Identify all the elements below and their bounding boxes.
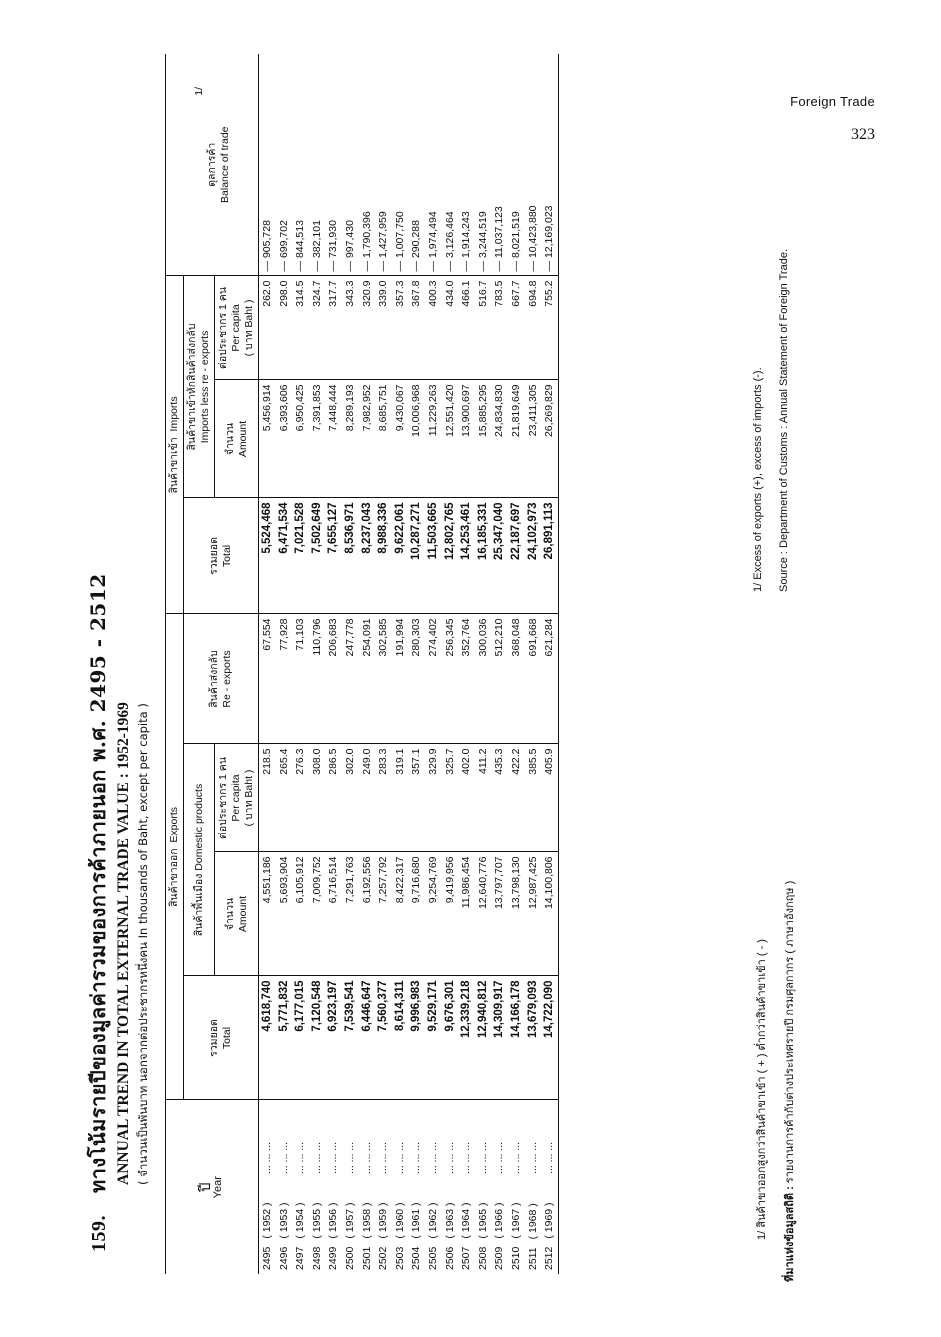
domestic-amount-cell: 6,192,556 [359, 852, 376, 976]
year-be: 2511 [526, 1247, 539, 1270]
year-be: 2498 [310, 1246, 323, 1270]
reexports-cell: 191,994 [392, 614, 409, 744]
balance-cell: — 1,914,243 [460, 211, 473, 272]
imports-amount-cell: 7,448,444 [325, 380, 342, 498]
imports-amount-cell: 7,391,853 [309, 380, 326, 498]
col-imports-less-th: สินค้าขาเข้าหักสินค้าส่งกลับ [186, 323, 198, 451]
domestic-percap-cell: 405.9 [541, 744, 558, 852]
dots-cell: ... ... ... [491, 1100, 508, 1178]
balance-cell: — 10,423,880 [526, 205, 539, 272]
year-cell [259, 1178, 276, 1274]
page-number: 323 [851, 126, 875, 143]
balance-cell: — 699,702 [277, 220, 290, 272]
domestic-amount-cell: 9,254,769 [425, 852, 442, 976]
domestic-percap-cell: 276.3 [292, 744, 309, 852]
year-ad: ( 1955 ) [310, 1202, 323, 1239]
year-ad: ( 1957 ) [343, 1202, 356, 1239]
col-exports-total-en: Total [221, 1026, 233, 1050]
year-ad: ( 1954 ) [294, 1202, 307, 1239]
imports-total-cell: 7,502,649 [309, 498, 326, 614]
imports-total-cell: 8,536,971 [342, 498, 359, 614]
balance-cell: — 1,974,494 [426, 211, 439, 272]
year-be: 2500 [343, 1246, 356, 1270]
col-domestic-percap-th: ต่อประชากร 1 คน [217, 757, 229, 839]
col-domestic-th: สินค้าพื้นเมือง [192, 873, 205, 937]
imports-total-cell: 26,891,113 [541, 498, 558, 614]
reexports-cell: 280,303 [408, 614, 425, 744]
col-imports [166, 276, 184, 614]
imports-percap-cell: 324.7 [309, 276, 326, 380]
col-imports-amount-th: จำนวน [223, 422, 236, 456]
table-row [259, 54, 276, 1274]
balance-cell: — 905,728 [261, 220, 273, 272]
domestic-percap-cell: 218.5 [259, 744, 276, 852]
imports-percap-cell: 516.7 [475, 276, 492, 380]
domestic-amount-cell: 12,640,776 [475, 852, 492, 976]
exports-total-cell: 14,309,917 [491, 976, 508, 1100]
title-thai-text: ทางโน้มรายปีของมูลค่ารวมของการค้าภายนอก พ.ศ. 2495 - 2512 [86, 573, 110, 1193]
col-domestic-percap [215, 744, 259, 852]
year-be: 2508 [476, 1246, 489, 1270]
domestic-percap-cell: 402.0 [458, 744, 475, 852]
balance-cell: — 1,790,396 [360, 211, 373, 272]
imports-amount-cell: 13,900,697 [458, 380, 475, 498]
reexports-cell: 368,048 [508, 614, 525, 744]
balance-cell: — 290,288 [410, 220, 423, 272]
table-row [292, 54, 309, 1274]
trade-table [165, 54, 559, 1274]
table-row [525, 54, 542, 1274]
imports-percap-cell: 400.3 [425, 276, 442, 380]
domestic-percap-cell: 435.3 [491, 744, 508, 852]
dots-cell: ... ... ... [475, 1100, 492, 1178]
table-row [359, 54, 376, 1274]
domestic-percap-cell: 329.9 [425, 744, 442, 852]
dots-cell: ... ... ... [541, 1100, 558, 1178]
table-row [491, 54, 508, 1274]
exports-total-cell: 6,923,197 [325, 976, 342, 1100]
reexports-cell: 206,683 [325, 614, 342, 744]
domestic-percap-cell: 325.7 [442, 744, 459, 852]
imports-percap-cell: 367.8 [408, 276, 425, 380]
table-row [475, 54, 492, 1274]
imports-percap-cell: 339.0 [375, 276, 392, 380]
balance-cell: — 1,007,750 [393, 211, 406, 272]
year-cell [309, 1178, 326, 1274]
imports-amount-cell: 6,393,606 [276, 380, 293, 498]
year-cell [292, 1178, 309, 1274]
col-domestic-en: Domestic products [192, 783, 205, 871]
table-row [392, 54, 409, 1274]
col-domestic-amount-en: Amount [236, 895, 249, 933]
domestic-percap-cell: 283.3 [375, 744, 392, 852]
year-cell [475, 1178, 492, 1274]
dots-cell: ... ... ... [458, 1100, 475, 1178]
col-balance-th: ดุลการค้า [205, 142, 218, 187]
year-ad: ( 1966 ) [493, 1202, 506, 1239]
table-unit-note: ( จำนวนเป็นพันบาท นอกจากต่อประชากรหนึ่งคน In thousands of Baht, except per capita ) [136, 703, 150, 1185]
exports-total-cell: 7,120,548 [309, 976, 326, 1100]
source-thai [780, 881, 798, 1282]
col-imports-percap [215, 276, 259, 380]
rotated-table-sheet [80, 40, 820, 1300]
year-cell [425, 1178, 442, 1274]
year-ad: ( 1963 ) [443, 1202, 456, 1239]
imports-amount-cell: 21,819,649 [508, 380, 525, 498]
dots-cell: ... ... ... [375, 1100, 392, 1178]
imports-total-cell: 7,021,528 [292, 498, 309, 614]
year-be: 2499 [327, 1246, 340, 1270]
domestic-amount-cell: 13,797,707 [491, 852, 508, 976]
dots-cell: ... ... ... [392, 1100, 409, 1178]
imports-total-cell: 14,253,461 [458, 498, 475, 614]
imports-amount-cell: 8,289,193 [342, 380, 359, 498]
imports-amount-cell: 26,269,829 [541, 380, 558, 498]
exports-total-cell: 9,676,301 [442, 976, 459, 1100]
imports-total-cell: 10,287,271 [408, 498, 425, 614]
imports-amount-cell: 6,950,425 [292, 380, 309, 498]
reexports-cell: 247,778 [342, 614, 359, 744]
col-balance-en: Balance of trade [218, 126, 231, 203]
year-cell [491, 1178, 508, 1274]
year-be: 2497 [294, 1246, 307, 1270]
domestic-percap-cell: 286.5 [325, 744, 342, 852]
exports-total-cell: 9,529,171 [425, 976, 442, 1100]
col-exports-total-th: รวมยอด [208, 1019, 220, 1057]
table-row [508, 54, 525, 1274]
exports-total-cell: 12,339,218 [458, 976, 475, 1100]
domestic-amount-cell: 7,257,792 [375, 852, 392, 976]
balance-cell: — 11,037,123 [493, 206, 506, 272]
dots-cell: ... ... ... [259, 1100, 276, 1178]
domestic-amount-cell: 9,716,680 [408, 852, 425, 976]
col-imports-percap-unit: ( บาท Baht ) [243, 299, 255, 357]
reexports-cell: 691,668 [525, 614, 542, 744]
col-reexports-en: Re - exports [221, 650, 233, 708]
reexports-cell: 352,764 [458, 614, 475, 744]
year-ad: ( 1956 ) [327, 1202, 340, 1239]
domestic-amount-cell: 6,105,912 [292, 852, 309, 976]
domestic-amount-cell: 13,798,130 [508, 852, 525, 976]
imports-percap-cell: 466.1 [458, 276, 475, 380]
table-row [425, 54, 442, 1274]
year-cell [458, 1178, 475, 1274]
domestic-amount-cell: 4,551,186 [259, 852, 276, 976]
footnote-english: 1/ Excess of exports (+), excess of imports (-). [752, 367, 764, 592]
imports-total-cell: 22,187,697 [508, 498, 525, 614]
col-reexports-th: สินค้าส่งกลับ [208, 650, 220, 708]
imports-percap-cell: 357.3 [392, 276, 409, 380]
table-row [325, 54, 342, 1274]
exports-total-cell: 13,679,093 [525, 976, 542, 1100]
reexports-cell: 71,103 [292, 614, 309, 744]
domestic-percap-cell: 249.0 [359, 744, 376, 852]
balance-cell: — 382,101 [310, 220, 323, 272]
col-imports-percap-en: Per capita [230, 304, 242, 352]
reexports-cell: 67,554 [259, 614, 276, 744]
domestic-amount-cell: 12,987,425 [525, 852, 542, 976]
balance-cell: — 844,513 [294, 220, 307, 272]
year-ad: ( 1953 ) [277, 1202, 290, 1239]
dots-cell: ... ... ... [408, 1100, 425, 1178]
exports-total-cell: 12,940,812 [475, 976, 492, 1100]
balance-footnote-mark: 1/ [192, 86, 205, 96]
imports-amount-cell: 23,411,305 [525, 380, 542, 498]
imports-percap-cell: 298.0 [276, 276, 293, 380]
balance-cell: — 997,430 [343, 220, 356, 272]
table-row [541, 54, 558, 1274]
year-ad: ( 1959 ) [377, 1202, 390, 1239]
imports-amount-cell: 12,551,420 [442, 380, 459, 498]
table-body [259, 54, 559, 1274]
reexports-cell: 256,345 [442, 614, 459, 744]
imports-total-cell: 6,471,534 [276, 498, 293, 614]
year-ad: ( 1968 ) [526, 1203, 539, 1240]
imports-amount-cell: 15,885,295 [475, 380, 492, 498]
domestic-percap-cell: 411.2 [475, 744, 492, 852]
imports-total-cell: 24,102,973 [525, 498, 542, 614]
domestic-amount-cell: 8,422,317 [392, 852, 409, 976]
col-exports-total [184, 976, 259, 1100]
balance-cell: — 731,930 [327, 220, 340, 272]
year-cell [342, 1178, 359, 1274]
col-imports-less-en: Imports less re - exports [199, 330, 211, 444]
exports-total-cell: 4,618,740 [259, 976, 276, 1100]
imports-total-cell: 25,347,040 [491, 498, 508, 614]
col-domestic [184, 744, 215, 976]
dots-cell: ... ... ... [325, 1100, 342, 1178]
year-ad: ( 1960 ) [393, 1202, 406, 1239]
footnote-thai: 1/ สินค้าขาออกสูงกว่าสินค้าขาเข้า ( + ) ต่ำกว่าสินค้าขาเข้า ( - ) [756, 939, 768, 1240]
imports-amount-cell: 9,430,067 [392, 380, 409, 498]
imports-percap-cell: 317.7 [325, 276, 342, 380]
col-imports-total-en: Total [221, 544, 233, 568]
col-domestic-amount-th: จำนวน [223, 897, 236, 931]
imports-amount-cell: 5,456,914 [259, 380, 276, 498]
year-be: 2507 [460, 1246, 473, 1270]
col-domestic-percap-en: Per capita [230, 774, 242, 822]
year-ad: ( 1967 ) [509, 1202, 522, 1239]
year-cell [525, 1178, 542, 1274]
year-ad: ( 1952 ) [261, 1202, 273, 1239]
table-title-english: ANNUAL TREND IN TOTAL EXTERNAL TRADE VALUE : 1952-1969 [115, 702, 132, 1185]
exports-total-cell: 7,539,541 [342, 976, 359, 1100]
table-row [276, 54, 293, 1274]
balance-cell: — 1,427,959 [377, 211, 390, 272]
domestic-amount-cell: 7,009,752 [309, 852, 326, 976]
year-cell [359, 1178, 376, 1274]
balance-cell: — 3,126,464 [443, 211, 456, 272]
table-title-thai [82, 72, 114, 1252]
domestic-percap-cell: 319.1 [392, 744, 409, 852]
imports-percap-cell: 694.8 [525, 276, 542, 380]
year-be: 2512 [543, 1246, 556, 1270]
imports-percap-cell: 755.2 [541, 276, 558, 380]
col-exports [166, 614, 184, 1100]
imports-percap-cell: 434.0 [442, 276, 459, 380]
col-imports-th: สินค้าขาเข้า [168, 437, 180, 494]
year-cell [325, 1178, 342, 1274]
reexports-cell: 274,402 [425, 614, 442, 744]
col-year [166, 1100, 259, 1274]
dots-cell: ... ... ... [359, 1100, 376, 1178]
imports-percap-cell: 320.9 [359, 276, 376, 380]
reexports-cell: 77,928 [276, 614, 293, 744]
domestic-percap-cell: 265.4 [276, 744, 293, 852]
table-number: 159. [88, 1215, 110, 1252]
table-row [309, 54, 326, 1274]
year-be: 2510 [509, 1246, 522, 1270]
imports-amount-cell: 10,006,968 [408, 380, 425, 498]
dots-cell: ... ... ... [525, 1100, 542, 1178]
year-be: 2502 [377, 1246, 390, 1270]
dots-cell: ... ... ... [442, 1100, 459, 1178]
year-ad: ( 1958 ) [360, 1202, 373, 1239]
dots-cell: ... ... ... [309, 1100, 326, 1178]
imports-amount-cell: 8,685,751 [375, 380, 392, 498]
year-cell [375, 1178, 392, 1274]
exports-total-cell: 5,771,832 [276, 976, 293, 1100]
year-cell [508, 1178, 525, 1274]
imports-total-cell: 11,503,665 [425, 498, 442, 614]
reexports-cell: 300,036 [475, 614, 492, 744]
imports-total-cell: 8,988,336 [375, 498, 392, 614]
year-be: 2505 [426, 1246, 439, 1270]
reexports-cell: 254,091 [359, 614, 376, 744]
col-imports-amount [215, 380, 259, 498]
year-cell [276, 1178, 293, 1274]
table-row [408, 54, 425, 1274]
table-title-block [82, 72, 153, 1252]
year-ad: ( 1964 ) [460, 1202, 473, 1239]
dots-cell: ... ... ... [276, 1100, 293, 1178]
header-row-1 [166, 54, 184, 1274]
source-english: Source : Department of Customs : Annual Statement of Foreign Trade. [778, 248, 790, 592]
imports-percap-cell: 343.3 [342, 276, 359, 380]
col-imports-amount-en: Amount [236, 420, 249, 458]
year-ad: ( 1962 ) [426, 1202, 439, 1239]
imports-percap-cell: 783.5 [491, 276, 508, 380]
domestic-percap-cell: 357.1 [408, 744, 425, 852]
year-be: 2506 [443, 1246, 456, 1270]
exports-total-cell: 6,446,647 [359, 976, 376, 1100]
imports-percap-cell: 314.5 [292, 276, 309, 380]
col-domestic-amount [215, 852, 259, 976]
dots-cell: ... ... ... [342, 1100, 359, 1178]
year-be: 2503 [393, 1246, 406, 1270]
col-imports-total [184, 498, 259, 614]
table-row [442, 54, 459, 1274]
col-balance [166, 54, 259, 276]
col-year-th: ปี [197, 1182, 214, 1193]
col-imports-percap-th: ต่อประชากร 1 คน [217, 286, 229, 369]
table-row [342, 54, 359, 1274]
col-domestic-percap-unit: ( บาท Baht ) [243, 769, 255, 827]
year-ad: ( 1961 ) [410, 1202, 423, 1239]
col-imports-less [184, 276, 215, 498]
year-be: 2495 [261, 1246, 273, 1270]
col-imports-en: Imports [168, 396, 180, 432]
exports-total-cell: 8,614,311 [392, 976, 409, 1100]
table-row [375, 54, 392, 1274]
domestic-percap-cell: 302.0 [342, 744, 359, 852]
reexports-cell: 621,284 [541, 614, 558, 744]
balance-cell: — 8,021,519 [509, 211, 522, 272]
col-reexports [184, 614, 259, 744]
year-be: 2504 [410, 1246, 423, 1270]
year-cell [392, 1178, 409, 1274]
domestic-amount-cell: 9,419,956 [442, 852, 459, 976]
dots-cell: ... ... ... [425, 1100, 442, 1178]
col-exports-en: Exports [168, 806, 180, 843]
year-cell [442, 1178, 459, 1274]
imports-total-cell: 12,802,765 [442, 498, 459, 614]
domestic-amount-cell: 14,100,806 [541, 852, 558, 976]
dots-cell: ... ... ... [508, 1100, 525, 1178]
year-ad: ( 1965 ) [476, 1202, 489, 1239]
imports-total-cell: 16,185,331 [475, 498, 492, 614]
year-ad: ( 1969 ) [543, 1202, 556, 1239]
running-header: Foreign Trade [790, 94, 875, 109]
imports-total-cell: 9,622,061 [392, 498, 409, 614]
year-cell [541, 1178, 558, 1274]
imports-total-cell: 8,237,043 [359, 498, 376, 614]
source-thai-text: รายงานการค้ากับต่างประเทศรายปี กรมศุลกากร ( ภาษาอังกฤษ ) [784, 880, 796, 1184]
exports-total-cell: 6,177,015 [292, 976, 309, 1100]
exports-total-cell: 14,166,178 [508, 976, 525, 1100]
domestic-percap-cell: 385.5 [525, 744, 542, 852]
reexports-cell: 512,210 [491, 614, 508, 744]
exports-total-cell: 9,996,983 [408, 976, 425, 1100]
col-exports-th: สินค้าขาออก [168, 848, 180, 907]
domestic-amount-cell: 6,716,514 [325, 852, 342, 976]
imports-amount-cell: 11,229,263 [425, 380, 442, 498]
dots-cell: ... ... ... [292, 1100, 309, 1178]
imports-percap-cell: 667.7 [508, 276, 525, 380]
balance-cell: — 3,244,519 [476, 211, 489, 272]
col-year-en: Year [212, 1176, 224, 1199]
source-thai-label: ที่มาแห่งข้อมูลสถิติ : [784, 1186, 796, 1282]
table-row [458, 54, 475, 1274]
col-imports-total-th: รวมยอด [208, 537, 220, 575]
reexports-cell: 302,585 [375, 614, 392, 744]
imports-percap-cell: 262.0 [259, 276, 276, 380]
balance-cell: — 12,169,023 [541, 54, 558, 276]
imports-amount-cell: 7,982,952 [359, 380, 376, 498]
year-cell [408, 1178, 425, 1274]
domestic-amount-cell: 7,291,763 [342, 852, 359, 976]
year-be: 2509 [493, 1246, 506, 1270]
exports-total-cell: 14,722,090 [541, 976, 558, 1100]
domestic-amount-cell: 5,693,904 [276, 852, 293, 976]
domestic-percap-cell: 422.2 [508, 744, 525, 852]
imports-total-cell: 5,524,468 [259, 498, 276, 614]
domestic-amount-cell: 11,986,454 [458, 852, 475, 976]
year-be: 2496 [277, 1246, 290, 1270]
exports-total-cell: 7,560,377 [375, 976, 392, 1100]
year-be: 2501 [360, 1246, 373, 1270]
domestic-percap-cell: 308.0 [309, 744, 326, 852]
reexports-cell: 110,796 [309, 614, 326, 744]
imports-amount-cell: 24,834,830 [491, 380, 508, 498]
imports-total-cell: 7,655,127 [325, 498, 342, 614]
